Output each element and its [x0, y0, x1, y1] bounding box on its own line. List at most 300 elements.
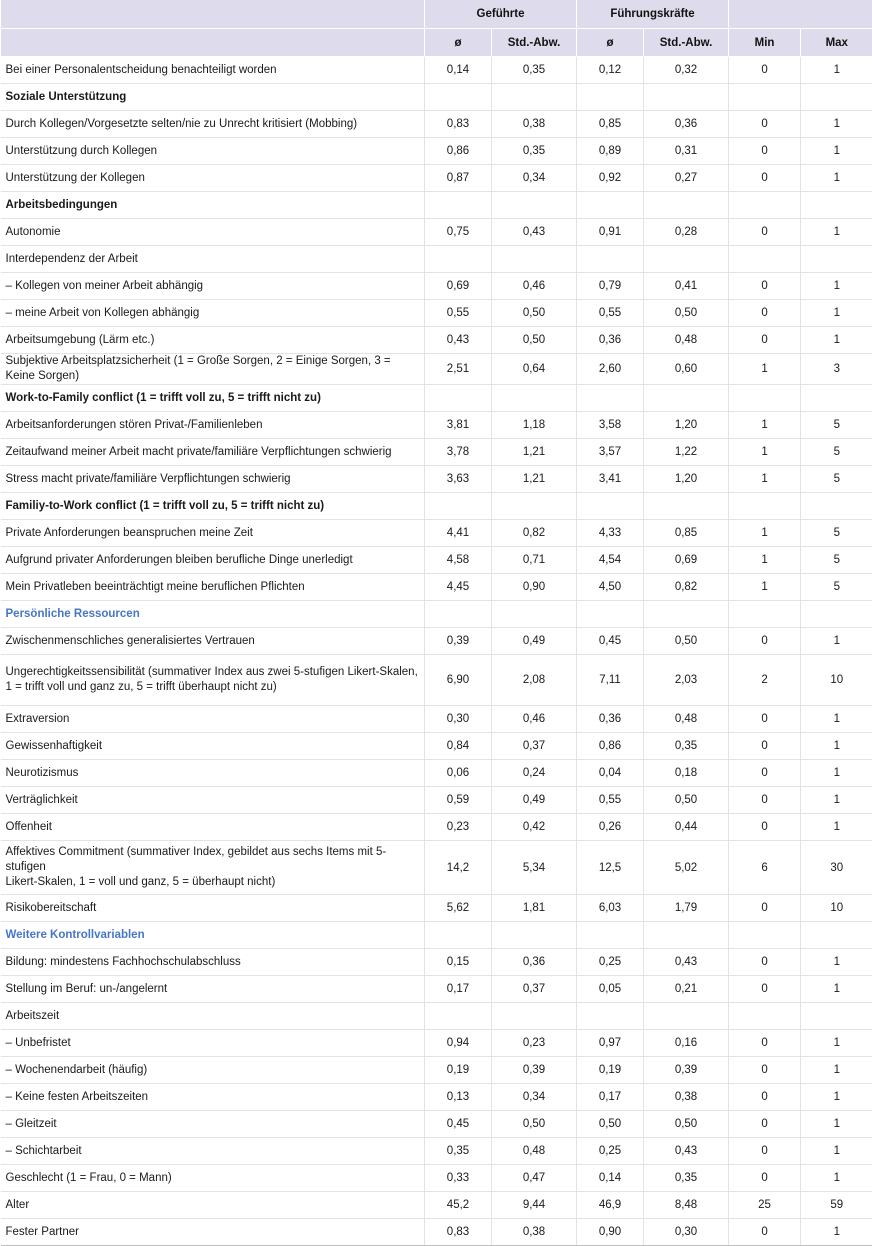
table-row — [1, 655, 872, 706]
value-gefuehrte-sd: 0,24 — [492, 760, 577, 787]
value-max: 5 — [801, 466, 872, 493]
value-min: 0 — [729, 733, 801, 760]
value-fuehrungskraefte-mean: 3,41 — [577, 466, 644, 493]
row-label: – Wochenendarbeit (häufig) — [1, 1057, 425, 1084]
value-gefuehrte-mean — [425, 246, 492, 273]
value-gefuehrte-mean: 0,19 — [425, 1057, 492, 1084]
header-subrow — [1, 29, 872, 57]
value-min: 0 — [729, 327, 801, 354]
value-max: 1 — [801, 1030, 872, 1057]
value-gefuehrte-mean: 0,69 — [425, 273, 492, 300]
value-max: 1 — [801, 1111, 872, 1138]
value-fuehrungskraefte-sd: 0,31 — [644, 138, 729, 165]
value-fuehrungskraefte-sd: 0,30 — [644, 1219, 729, 1246]
value-fuehrungskraefte-mean: 4,50 — [577, 574, 644, 601]
row-section-label: Arbeitsbedingungen — [1, 192, 425, 219]
value-fuehrungskraefte-mean: 0,85 — [577, 111, 644, 138]
value-fuehrungskraefte-sd: 2,03 — [644, 655, 729, 706]
value-min — [729, 246, 801, 273]
value-max: 1 — [801, 1084, 872, 1111]
value-fuehrungskraefte-sd — [644, 192, 729, 219]
value-fuehrungskraefte-sd: 0,50 — [644, 628, 729, 655]
table-row — [1, 574, 872, 601]
value-gefuehrte-sd — [492, 192, 577, 219]
value-gefuehrte-sd: 0,50 — [492, 300, 577, 327]
table-body — [1, 57, 872, 1246]
row-label: Risikobereitschaft — [1, 895, 425, 922]
row-label: Interdependenz der Arbeit — [1, 246, 425, 273]
value-max: 59 — [801, 1192, 872, 1219]
header-corner-cell — [1, 0, 425, 29]
row-label-line1: Ungerechtigkeitssensibilität (summativer Index aus zwei 5-stufigen Likert-Skalen, — [6, 665, 419, 680]
value-gefuehrte-sd: 1,21 — [492, 439, 577, 466]
table-row — [1, 976, 872, 1003]
value-fuehrungskraefte-mean — [577, 601, 644, 628]
table-row — [1, 841, 872, 895]
value-fuehrungskraefte-sd: 1,79 — [644, 895, 729, 922]
value-fuehrungskraefte-mean: 0,45 — [577, 628, 644, 655]
value-max: 10 — [801, 655, 872, 706]
table-row — [1, 57, 872, 84]
value-fuehrungskraefte-sd: 0,50 — [644, 787, 729, 814]
table-row — [1, 733, 872, 760]
header-col-gefuehrte-sd: Std.-Abw. — [492, 29, 577, 57]
value-gefuehrte-mean: 4,58 — [425, 547, 492, 574]
row-label — [1, 841, 425, 895]
value-gefuehrte-mean: 0,33 — [425, 1165, 492, 1192]
value-gefuehrte-sd — [492, 246, 577, 273]
table-row — [1, 466, 872, 493]
value-gefuehrte-mean — [425, 922, 492, 949]
row-label: Stellung im Beruf: un-/angelernt — [1, 976, 425, 1003]
value-gefuehrte-mean: 4,41 — [425, 520, 492, 547]
row-section-label: Persönliche Ressourcen — [1, 601, 425, 628]
value-fuehrungskraefte-mean: 0,14 — [577, 1165, 644, 1192]
value-gefuehrte-sd: 0,71 — [492, 547, 577, 574]
value-gefuehrte-sd — [492, 922, 577, 949]
value-gefuehrte-sd — [492, 84, 577, 111]
table-row — [1, 814, 872, 841]
value-gefuehrte-sd: 0,23 — [492, 1030, 577, 1057]
table-row — [1, 165, 872, 192]
value-fuehrungskraefte-sd: 8,48 — [644, 1192, 729, 1219]
value-fuehrungskraefte-mean: 0,05 — [577, 976, 644, 1003]
value-max — [801, 601, 872, 628]
table-row — [1, 628, 872, 655]
value-gefuehrte-mean: 2,51 — [425, 354, 492, 385]
row-label: Unterstützung der Kollegen — [1, 165, 425, 192]
value-fuehrungskraefte-sd: 0,41 — [644, 273, 729, 300]
value-gefuehrte-mean: 0,94 — [425, 1030, 492, 1057]
value-gefuehrte-mean: 0,06 — [425, 760, 492, 787]
value-gefuehrte-mean: 0,84 — [425, 733, 492, 760]
row-label: Subjektive Arbeitsplatzsicherheit (1 = Große Sorgen, 2 = Einige Sorgen, 3 = Keine Sorgen) — [1, 354, 425, 385]
value-fuehrungskraefte-mean: 0,17 — [577, 1084, 644, 1111]
row-label: – Gleitzeit — [1, 1111, 425, 1138]
value-fuehrungskraefte-sd: 0,35 — [644, 733, 729, 760]
row-label — [1, 655, 425, 706]
row-label: Alter — [1, 1192, 425, 1219]
value-gefuehrte-mean: 3,81 — [425, 412, 492, 439]
value-fuehrungskraefte-sd: 0,27 — [644, 165, 729, 192]
table-row — [1, 1057, 872, 1084]
table-row — [1, 1219, 872, 1246]
row-label: Autonomie — [1, 219, 425, 246]
value-fuehrungskraefte-mean — [577, 246, 644, 273]
value-min — [729, 192, 801, 219]
row-label-line2: Likert-Skalen, 1 = voll und ganz, 5 = überhaupt nicht) — [6, 875, 419, 890]
value-fuehrungskraefte-mean: 46,9 — [577, 1192, 644, 1219]
row-label: – Keine festen Arbeitszeiten — [1, 1084, 425, 1111]
value-fuehrungskraefte-sd — [644, 601, 729, 628]
header-group-minmax-blank — [729, 0, 872, 29]
value-max: 5 — [801, 520, 872, 547]
value-max: 1 — [801, 814, 872, 841]
value-min: 0 — [729, 895, 801, 922]
value-gefuehrte-sd: 0,46 — [492, 706, 577, 733]
value-fuehrungskraefte-mean: 0,26 — [577, 814, 644, 841]
value-fuehrungskraefte-mean: 0,36 — [577, 706, 644, 733]
section-label-scale-note: (1 = trifft voll zu, 5 = trifft nicht zu) — [133, 392, 321, 404]
row-label: Durch Kollegen/Vorgesetzte selten/nie zu Unrecht kritisiert (Mobbing) — [1, 111, 425, 138]
value-min: 0 — [729, 1030, 801, 1057]
value-min: 0 — [729, 1219, 801, 1246]
value-fuehrungskraefte-sd: 0,43 — [644, 949, 729, 976]
row-label: Arbeitsanforderungen stören Privat-/Familienleben — [1, 412, 425, 439]
value-min: 0 — [729, 111, 801, 138]
value-gefuehrte-mean — [425, 192, 492, 219]
value-gefuehrte-sd: 5,34 — [492, 841, 577, 895]
value-fuehrungskraefte-sd: 0,28 — [644, 219, 729, 246]
value-fuehrungskraefte-mean: 0,91 — [577, 219, 644, 246]
value-gefuehrte-mean: 0,43 — [425, 327, 492, 354]
value-max: 5 — [801, 412, 872, 439]
value-max: 1 — [801, 976, 872, 1003]
value-fuehrungskraefte-sd — [644, 493, 729, 520]
value-fuehrungskraefte-sd: 0,18 — [644, 760, 729, 787]
row-label: Neurotizismus — [1, 760, 425, 787]
value-gefuehrte-mean: 0,83 — [425, 111, 492, 138]
value-gefuehrte-sd: 0,35 — [492, 57, 577, 84]
header-col-min: Min — [729, 29, 801, 57]
value-min: 0 — [729, 1138, 801, 1165]
value-fuehrungskraefte-mean — [577, 922, 644, 949]
value-min — [729, 922, 801, 949]
value-gefuehrte-mean: 0,15 — [425, 949, 492, 976]
value-fuehrungskraefte-mean: 4,33 — [577, 520, 644, 547]
value-fuehrungskraefte-sd: 0,21 — [644, 976, 729, 1003]
value-fuehrungskraefte-sd: 0,50 — [644, 1111, 729, 1138]
value-max: 1 — [801, 57, 872, 84]
value-max: 5 — [801, 439, 872, 466]
value-fuehrungskraefte-sd: 1,22 — [644, 439, 729, 466]
value-min: 0 — [729, 976, 801, 1003]
value-fuehrungskraefte-mean: 0,36 — [577, 327, 644, 354]
table-row — [1, 439, 872, 466]
value-max: 1 — [801, 628, 872, 655]
value-max: 1 — [801, 787, 872, 814]
value-fuehrungskraefte-sd — [644, 84, 729, 111]
table-row — [1, 385, 872, 412]
value-fuehrungskraefte-mean: 0,55 — [577, 300, 644, 327]
value-fuehrungskraefte-sd: 0,44 — [644, 814, 729, 841]
table-row — [1, 493, 872, 520]
value-gefuehrte-mean: 0,86 — [425, 138, 492, 165]
value-max — [801, 246, 872, 273]
value-gefuehrte-mean: 45,2 — [425, 1192, 492, 1219]
value-max: 1 — [801, 949, 872, 976]
value-gefuehrte-mean: 6,90 — [425, 655, 492, 706]
table-row — [1, 300, 872, 327]
value-gefuehrte-sd: 0,34 — [492, 1084, 577, 1111]
table-row — [1, 273, 872, 300]
value-gefuehrte-sd: 0,38 — [492, 111, 577, 138]
section-label-bold: Familiy-to-Work conflict — [6, 500, 137, 512]
value-gefuehrte-mean: 5,62 — [425, 895, 492, 922]
table-row — [1, 219, 872, 246]
value-fuehrungskraefte-mean: 0,86 — [577, 733, 644, 760]
value-min: 1 — [729, 466, 801, 493]
value-gefuehrte-sd: 0,38 — [492, 1219, 577, 1246]
value-fuehrungskraefte-sd: 0,36 — [644, 111, 729, 138]
table-row — [1, 1165, 872, 1192]
row-label: Geschlecht (1 = Frau, 0 = Mann) — [1, 1165, 425, 1192]
value-gefuehrte-sd: 0,48 — [492, 1138, 577, 1165]
value-fuehrungskraefte-sd: 0,82 — [644, 574, 729, 601]
row-label: Zwischenmenschliches generalisiertes Vertrauen — [1, 628, 425, 655]
value-gefuehrte-sd — [492, 493, 577, 520]
row-label: Stress macht private/familiäre Verpflichtungen schwierig — [1, 466, 425, 493]
value-gefuehrte-sd: 1,18 — [492, 412, 577, 439]
value-min: 0 — [729, 138, 801, 165]
row-label: Arbeitsumgebung (Lärm etc.) — [1, 327, 425, 354]
value-gefuehrte-sd: 0,37 — [492, 733, 577, 760]
table-row — [1, 1111, 872, 1138]
value-fuehrungskraefte-sd — [644, 246, 729, 273]
header-group-row — [1, 0, 872, 29]
value-fuehrungskraefte-mean: 0,97 — [577, 1030, 644, 1057]
value-gefuehrte-mean — [425, 601, 492, 628]
value-gefuehrte-sd: 0,43 — [492, 219, 577, 246]
value-min: 2 — [729, 655, 801, 706]
value-max: 1 — [801, 1219, 872, 1246]
value-fuehrungskraefte-mean: 0,19 — [577, 1057, 644, 1084]
value-fuehrungskraefte-sd: 0,50 — [644, 300, 729, 327]
value-fuehrungskraefte-mean: 0,12 — [577, 57, 644, 84]
value-gefuehrte-sd: 0,82 — [492, 520, 577, 547]
table-row — [1, 111, 872, 138]
value-min — [729, 601, 801, 628]
value-gefuehrte-sd: 0,47 — [492, 1165, 577, 1192]
value-gefuehrte-sd: 0,46 — [492, 273, 577, 300]
table-row — [1, 895, 872, 922]
table-row — [1, 1138, 872, 1165]
value-fuehrungskraefte-mean: 0,25 — [577, 949, 644, 976]
row-label: – Schichtarbeit — [1, 1138, 425, 1165]
value-fuehrungskraefte-sd: 0,39 — [644, 1057, 729, 1084]
row-label: Unterstützung durch Kollegen — [1, 138, 425, 165]
value-gefuehrte-sd: 0,90 — [492, 574, 577, 601]
table-row — [1, 84, 872, 111]
value-fuehrungskraefte-mean: 0,50 — [577, 1111, 644, 1138]
row-label: Gewissenhaftigkeit — [1, 733, 425, 760]
value-fuehrungskraefte-mean — [577, 385, 644, 412]
value-fuehrungskraefte-mean — [577, 192, 644, 219]
table-row — [1, 520, 872, 547]
value-fuehrungskraefte-mean: 0,90 — [577, 1219, 644, 1246]
value-min — [729, 1003, 801, 1030]
value-min: 0 — [729, 1057, 801, 1084]
value-max: 1 — [801, 760, 872, 787]
value-fuehrungskraefte-mean — [577, 84, 644, 111]
value-gefuehrte-mean: 0,13 — [425, 1084, 492, 1111]
row-label: Offenheit — [1, 814, 425, 841]
row-section-label: Soziale Unterstützung — [1, 84, 425, 111]
value-max — [801, 84, 872, 111]
row-label: – Unbefristet — [1, 1030, 425, 1057]
value-fuehrungskraefte-sd: 0,16 — [644, 1030, 729, 1057]
value-max: 1 — [801, 111, 872, 138]
value-min: 0 — [729, 1084, 801, 1111]
value-gefuehrte-sd: 0,50 — [492, 327, 577, 354]
table-row — [1, 1030, 872, 1057]
value-fuehrungskraefte-sd — [644, 1003, 729, 1030]
row-section-label: Weitere Kontrollvariablen — [1, 922, 425, 949]
header-col-max: Max — [801, 29, 872, 57]
value-gefuehrte-mean: 0,83 — [425, 1219, 492, 1246]
value-max — [801, 192, 872, 219]
value-gefuehrte-sd: 0,39 — [492, 1057, 577, 1084]
value-fuehrungskraefte-mean: 12,5 — [577, 841, 644, 895]
value-gefuehrte-sd: 0,49 — [492, 628, 577, 655]
row-label: Mein Privatleben beeinträchtigt meine beruflichen Pflichten — [1, 574, 425, 601]
value-fuehrungskraefte-mean: 7,11 — [577, 655, 644, 706]
value-min: 0 — [729, 760, 801, 787]
value-fuehrungskraefte-mean: 0,79 — [577, 273, 644, 300]
value-fuehrungskraefte-sd: 0,43 — [644, 1138, 729, 1165]
row-label: Zeitaufwand meiner Arbeit macht private/familiäre Verpflichtungen schwierig — [1, 439, 425, 466]
table-row — [1, 412, 872, 439]
value-gefuehrte-sd: 0,35 — [492, 138, 577, 165]
value-gefuehrte-mean: 3,78 — [425, 439, 492, 466]
header-col-fuehrungskraefte-sd: Std.-Abw. — [644, 29, 729, 57]
value-max: 1 — [801, 138, 872, 165]
value-gefuehrte-sd: 9,44 — [492, 1192, 577, 1219]
value-gefuehrte-sd: 0,37 — [492, 976, 577, 1003]
row-label: Private Anforderungen beanspruchen meine Zeit — [1, 520, 425, 547]
value-fuehrungskraefte-mean: 0,25 — [577, 1138, 644, 1165]
row-section-label — [1, 493, 425, 520]
value-max: 1 — [801, 1138, 872, 1165]
table-row — [1, 922, 872, 949]
header-group-gefuehrte: Geführte — [425, 0, 577, 29]
value-fuehrungskraefte-sd: 0,38 — [644, 1084, 729, 1111]
table-row — [1, 1084, 872, 1111]
value-gefuehrte-mean — [425, 84, 492, 111]
row-label: – meine Arbeit von Kollegen abhängig — [1, 300, 425, 327]
row-label: – Kollegen von meiner Arbeit abhängig — [1, 273, 425, 300]
value-fuehrungskraefte-sd: 0,48 — [644, 327, 729, 354]
value-fuehrungskraefte-mean — [577, 1003, 644, 1030]
value-max: 30 — [801, 841, 872, 895]
value-min: 1 — [729, 547, 801, 574]
table-row — [1, 192, 872, 219]
value-min: 25 — [729, 1192, 801, 1219]
value-gefuehrte-mean: 0,87 — [425, 165, 492, 192]
value-fuehrungskraefte-sd: 1,20 — [644, 466, 729, 493]
header-group-fuehrungskraefte: Führungskräfte — [577, 0, 729, 29]
value-max: 1 — [801, 327, 872, 354]
value-gefuehrte-mean: 0,59 — [425, 787, 492, 814]
value-gefuehrte-sd: 0,36 — [492, 949, 577, 976]
value-fuehrungskraefte-sd: 1,20 — [644, 412, 729, 439]
value-fuehrungskraefte-mean: 2,60 — [577, 354, 644, 385]
value-fuehrungskraefte-sd: 0,85 — [644, 520, 729, 547]
section-label-scale-note: (1 = trifft voll zu, 5 = trifft nicht zu) — [136, 500, 324, 512]
value-gefuehrte-mean: 4,45 — [425, 574, 492, 601]
value-fuehrungskraefte-sd: 0,60 — [644, 354, 729, 385]
value-gefuehrte-mean: 0,39 — [425, 628, 492, 655]
row-section-label — [1, 385, 425, 412]
value-min: 1 — [729, 439, 801, 466]
value-min: 0 — [729, 814, 801, 841]
row-label-line2: 1 = trifft voll und ganz zu, 5 = trifft überhaupt nicht zu) — [6, 680, 419, 695]
value-min: 0 — [729, 1111, 801, 1138]
value-max: 3 — [801, 354, 872, 385]
value-min: 0 — [729, 273, 801, 300]
value-fuehrungskraefte-mean: 3,57 — [577, 439, 644, 466]
value-gefuehrte-sd: 0,50 — [492, 1111, 577, 1138]
value-max: 1 — [801, 165, 872, 192]
value-gefuehrte-mean — [425, 1003, 492, 1030]
value-max: 5 — [801, 574, 872, 601]
value-fuehrungskraefte-sd — [644, 385, 729, 412]
header-col-fuehrungskraefte-mean: ø — [577, 29, 644, 57]
header-subcorner-cell — [1, 29, 425, 57]
value-gefuehrte-sd — [492, 1003, 577, 1030]
table-row — [1, 354, 872, 385]
value-min: 0 — [729, 219, 801, 246]
value-fuehrungskraefte-sd: 5,02 — [644, 841, 729, 895]
table-row — [1, 601, 872, 628]
section-label-bold: Work-to-Family conflict — [6, 392, 134, 404]
table-row — [1, 246, 872, 273]
value-min: 1 — [729, 520, 801, 547]
row-label: Aufgrund privater Anforderungen bleiben berufliche Dinge unerledigt — [1, 547, 425, 574]
value-max: 1 — [801, 733, 872, 760]
value-max: 1 — [801, 1057, 872, 1084]
value-gefuehrte-mean: 0,75 — [425, 219, 492, 246]
value-min: 0 — [729, 300, 801, 327]
table-row — [1, 706, 872, 733]
value-min: 6 — [729, 841, 801, 895]
table-row — [1, 1192, 872, 1219]
value-max: 1 — [801, 273, 872, 300]
value-min: 0 — [729, 787, 801, 814]
value-min — [729, 385, 801, 412]
table-header — [1, 0, 872, 57]
value-fuehrungskraefte-mean: 4,54 — [577, 547, 644, 574]
value-min: 0 — [729, 628, 801, 655]
value-gefuehrte-sd — [492, 601, 577, 628]
value-gefuehrte-mean: 0,14 — [425, 57, 492, 84]
value-gefuehrte-mean: 0,55 — [425, 300, 492, 327]
value-max: 10 — [801, 895, 872, 922]
value-fuehrungskraefte-mean: 6,03 — [577, 895, 644, 922]
value-fuehrungskraefte-mean — [577, 493, 644, 520]
value-fuehrungskraefte-sd: 0,35 — [644, 1165, 729, 1192]
table-row — [1, 547, 872, 574]
